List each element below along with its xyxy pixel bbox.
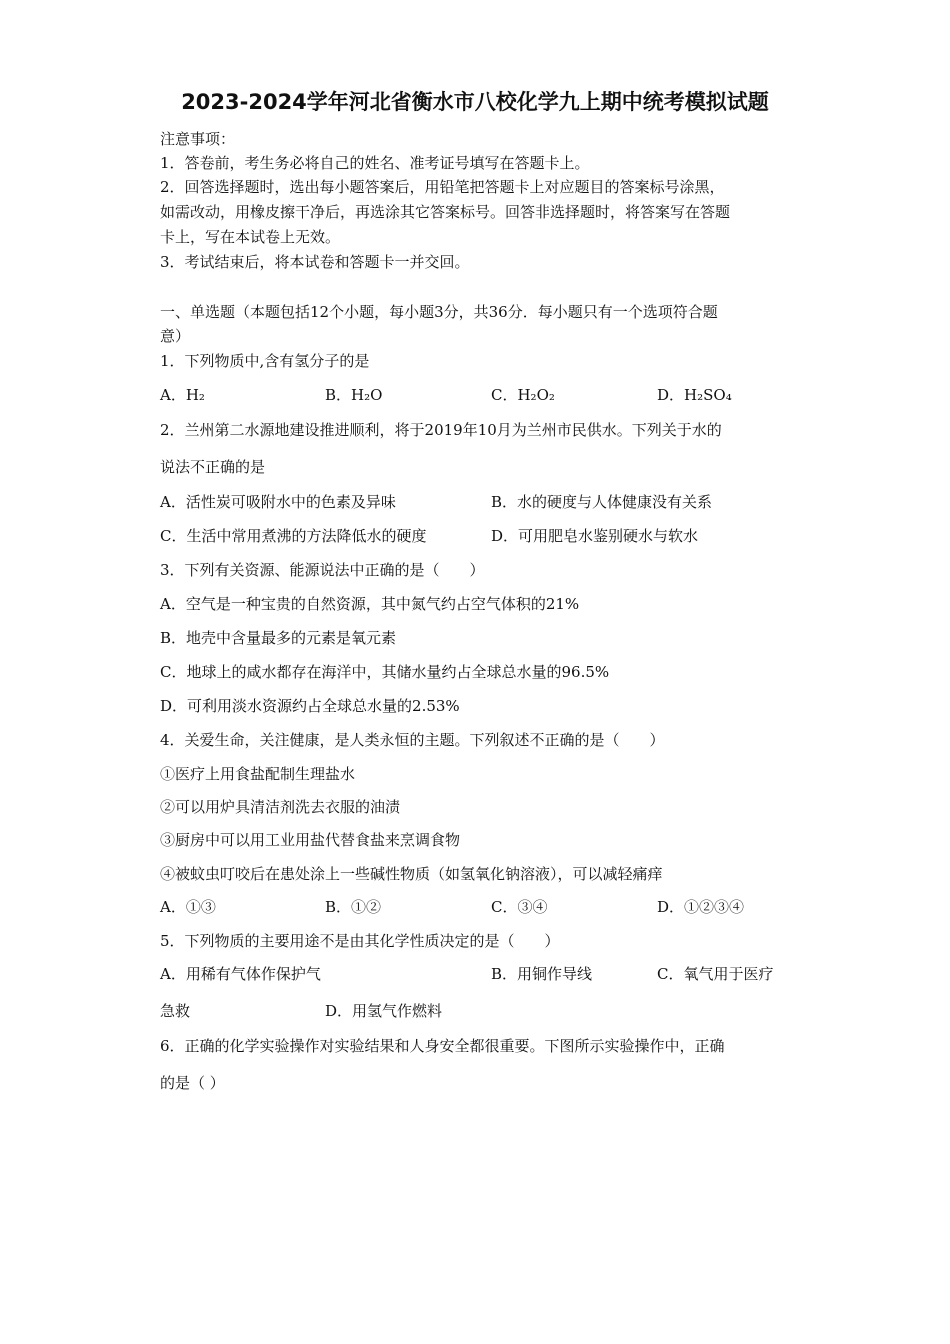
q3-option-d: D．可利用淡水资源约占全球总水量的2.53%: [160, 697, 460, 715]
q3-option-a: A．空气是一种宝贵的自然资源，其中氮气约占空气体积的21%: [160, 595, 580, 613]
q2-option-a: A．活性炭可吸附水中的色素及异味: [160, 493, 396, 511]
q4-statement-3: ③厨房中可以用工业用盐代替食盐来烹调食物: [160, 831, 461, 849]
section-heading: 一、单选题（本题包括12个小题，每小题3分，共36分．每小题只有一个选项符合题: [160, 303, 718, 321]
notice-heading: 注意事项：: [160, 130, 236, 148]
notice-item-1: 1．答卷前，考生务必将自己的姓名、准考证号填写在答题卡上。: [160, 154, 590, 172]
q1-option-d: D．H₂SO₄: [657, 386, 732, 404]
question-6-stem: 6．正确的化学实验操作对实验结果和人身安全都很重要。下图所示实验操作中，正确: [160, 1037, 725, 1055]
q4-option-a: A．①③: [160, 898, 216, 916]
q4-statement-1: ①医疗上用食盐配制生理盐水: [160, 765, 356, 783]
q4-statement-2: ②可以用炉具清洁剂洗去衣服的油渍: [160, 798, 401, 816]
section-heading-cont: 意）: [160, 327, 191, 345]
q4-option-b: B．①②: [325, 898, 382, 916]
q4-statement-4: ④被蚊虫叮咬后在患处涂上一些碱性物质（如氢氧化钠溶液），可以减轻痛痒: [160, 865, 663, 883]
question-2-stem-cont: 说法不正确的是: [160, 458, 266, 476]
notice-item-2-cont2: 卡上，写在本试卷上无效。: [160, 228, 341, 246]
q3-option-c: C．地球上的咸水都存在海洋中，其储水量约占全球总水量的96.5%: [160, 663, 610, 681]
question-2-stem: 2．兰州第二水源地建设推进顺利，将于2019年10月为兰州市民供水。下列关于水的: [160, 421, 722, 439]
q5-option-c-cont: 急救: [160, 1002, 191, 1020]
notice-item-2: 2．回答选择题时，选出每小题答案后，用铅笔把答题卡上对应题目的答案标号涂黑，: [160, 178, 725, 196]
q2-option-d: D．可用肥皂水鉴别硬水与软水: [491, 527, 699, 545]
q5-option-a: A．用稀有气体作保护气: [160, 965, 321, 983]
q1-option-c: C．H₂O₂: [491, 386, 555, 404]
q2-option-c: C．生活中常用煮沸的方法降低水的硬度: [160, 527, 427, 545]
q2-option-b: B．水的硬度与人体健康没有关系: [491, 493, 713, 511]
question-1-stem: 1．下列物质中,含有氢分子的是: [160, 352, 370, 370]
q3-option-b: B．地壳中含量最多的元素是氧元素: [160, 629, 397, 647]
q5-option-d: D．用氢气作燃料: [325, 1002, 443, 1020]
q4-option-d: D．①②③④: [657, 898, 745, 916]
q4-option-c: C．③④: [491, 898, 548, 916]
q5-option-c: C．氧气用于医疗: [657, 965, 774, 983]
question-4-stem: 4．关爱生命，关注健康，是人类永恒的主题。下列叙述不正确的是（ ）: [160, 731, 665, 749]
q1-option-a: A．H₂: [160, 386, 205, 404]
notice-item-3: 3．考试结束后，将本试卷和答题卡一并交回。: [160, 253, 470, 271]
q5-option-b: B．用铜作导线: [491, 965, 593, 983]
question-3-stem: 3．下列有关资源、能源说法中正确的是（ ）: [160, 561, 485, 579]
question-6-stem-cont: 的是（ ）: [160, 1074, 225, 1092]
question-5-stem: 5．下列物质的主要用途不是由其化学性质决定的是（ ）: [160, 932, 560, 950]
page-title: 2023-2024学年河北省衡水市八校化学九上期中统考模拟试题: [181, 90, 769, 114]
notice-item-2-cont: 如需改动，用橡皮擦干净后，再选涂其它答案标号。回答非选择题时，将答案写在答题: [160, 203, 731, 221]
q1-option-b: B．H₂O: [325, 386, 383, 404]
